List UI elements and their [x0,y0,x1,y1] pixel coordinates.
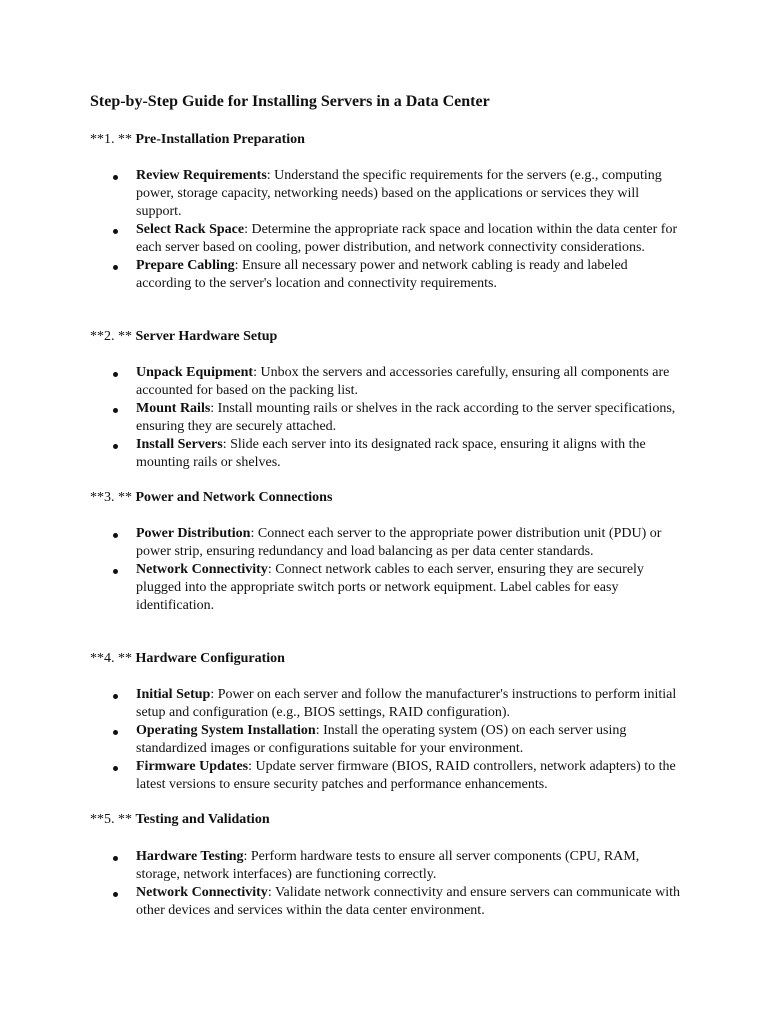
bullet-icon [113,569,118,574]
section-title: Testing and Validation [135,812,270,827]
item-term: Firmware Updates [136,759,249,774]
section-heading-1 [90,131,305,149]
section-5-list [0,848,768,920]
item-term: Install Servers [136,437,223,452]
section-heading-5 [90,811,270,829]
section-4-list [0,686,768,794]
item-term: Network Connectivity [136,562,268,577]
section-number: **3. ** [90,490,136,505]
item-term: Operating System Installation [136,723,316,738]
bullet-icon [113,533,118,538]
list-item [0,364,686,400]
section-number: **2. ** [90,329,136,344]
item-text: : Update server firmware (BIOS, RAID controllers, network adapters) to the latest versions to ensure security patches and performance enhancements. [136,759,676,792]
item-term: Initial Setup [136,687,211,702]
item-text: : Install the operating system (OS) on each server using standardized images or configurations suitable for your environment. [136,723,627,756]
bullet-icon [113,892,118,897]
bullet-icon [113,175,118,180]
section-number: **4. ** [90,651,136,666]
item-text: : Unbox the servers and accessories carefully, ensuring all components are accounted for based on the packing list. [136,365,670,398]
section-3-list [0,525,768,615]
section-heading-3 [90,489,332,507]
bullet-icon [113,694,118,699]
item-term: Unpack Equipment [136,365,254,380]
item-text: : Perform hardware tests to ensure all server components (CPU, RAM, storage, network interfaces) are functioning correctly. [136,849,640,882]
item-text: : Power on each server and follow the manufacturer's instructions to perform initial setup and configuration (e.g., BIOS settings, RAID configuration). [136,687,677,720]
item-text: : Connect network cables to each server, ensuring they are securely plugged into the appropriate switch ports or network equipment. Label cables for easy identification. [136,562,644,613]
item-text: : Understand the specific requirements for the servers (e.g., computing power, storage capacity, networking needs) based on the applications or services they will support. [136,168,662,219]
item-term: Network Connectivity [136,885,268,900]
list-item [0,400,686,436]
section-2-list [0,364,768,472]
item-term: Mount Rails [136,401,211,416]
item-text: : Determine the appropriate rack space and location within the data center for each server based on cooling, power distribution, and network connectivity considerations. [136,222,678,255]
list-item [0,257,686,293]
section-title: Hardware Configuration [135,651,285,666]
list-item [0,722,686,758]
list-item [0,167,686,221]
section-title: Server Hardware Setup [135,329,278,344]
item-term: Select Rack Space [136,222,245,237]
section-title: Pre-Installation Preparation [135,132,305,147]
bullet-icon [113,766,118,771]
bullet-icon [113,372,118,377]
item-term: Hardware Testing [136,849,244,864]
bullet-icon [113,444,118,449]
bullet-icon [113,265,118,270]
section-heading-2 [90,328,277,346]
list-item [0,525,686,561]
list-item [0,848,686,884]
list-item [0,221,686,257]
item-text: : Validate network connectivity and ensure servers can communicate with other devices and services within the data center environment. [136,885,681,918]
bullet-icon [113,229,118,234]
item-text: : Connect each server to the appropriate power distribution unit (PDU) or power strip, ensuring redundancy and load balancing as per data center standards. [136,526,662,559]
item-term: Review Requirements [136,168,267,183]
item-text: : Slide each server into its designated rack space, ensuring it aligns with the mounting rails or shelves. [136,437,646,470]
list-item [0,561,686,615]
list-item [0,884,686,920]
list-item [0,758,686,794]
section-heading-4 [90,650,285,668]
section-1-list [0,167,768,293]
section-number: **5. ** [90,812,136,827]
section-title: Power and Network Connections [135,490,333,505]
item-text: : Install mounting rails or shelves in the rack according to the server specifications, ensuring they are securely attached. [136,401,676,434]
item-term: Prepare Cabling [136,258,235,273]
item-text: : Ensure all necessary power and network cabling is ready and labeled according to the server's location and connectivity requirements. [136,258,628,291]
list-item [0,686,686,722]
document-title: Step-by-Step Guide for Installing Servers in a Data Center [90,93,490,110]
item-term: Power Distribution [136,526,251,541]
list-item [0,436,686,472]
bullet-icon [113,856,118,861]
bullet-icon [113,730,118,735]
section-number: **1. ** [90,132,136,147]
bullet-icon [113,408,118,413]
